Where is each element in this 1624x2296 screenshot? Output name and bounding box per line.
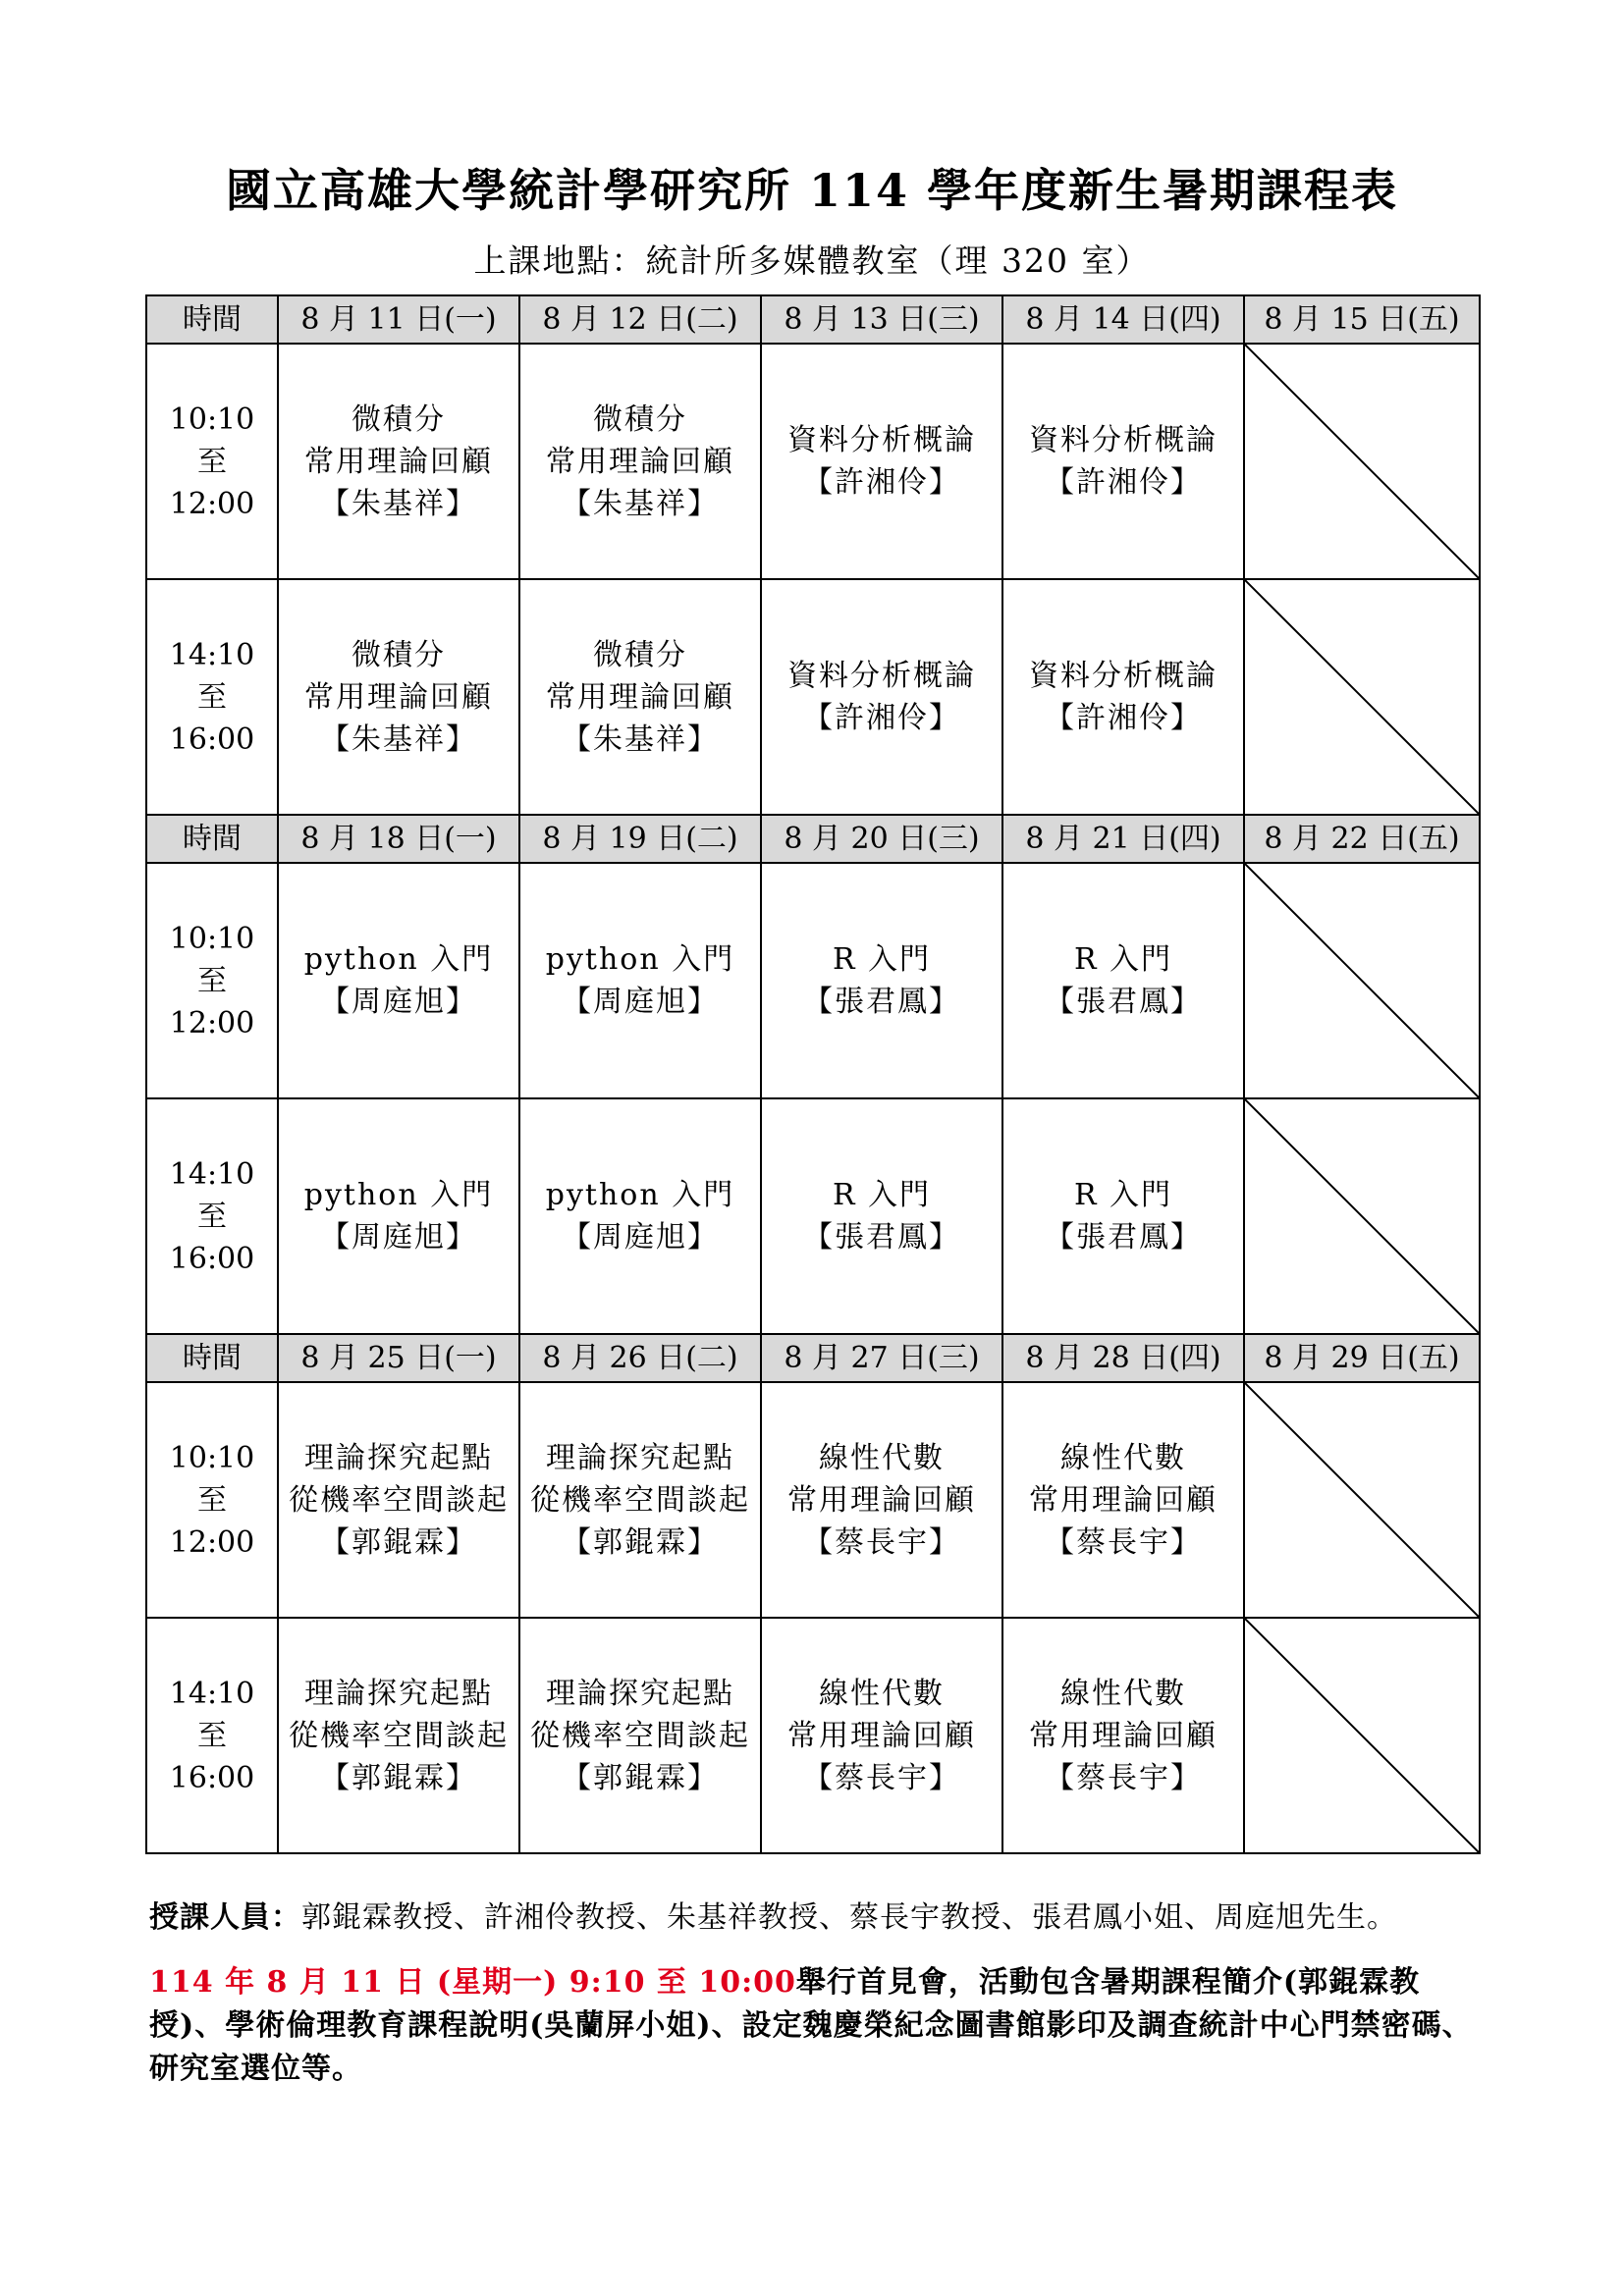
time-slot-cell — [146, 1618, 278, 1853]
course-title: 微積分 — [593, 637, 687, 672]
course-cell — [278, 344, 519, 579]
time-slot-row — [146, 1382, 1480, 1618]
course-title: 常用理論回顧 — [787, 1718, 976, 1753]
staff-text: 郭錕霖教授、許湘伶教授、朱基祥教授、蔡長宇教授、張君鳳小姐、周庭旭先生。 — [301, 1900, 1397, 1935]
date-column-header: 8 月 12 日(二) — [519, 295, 761, 344]
time-text: 16:00 — [169, 1760, 255, 1795]
course-cell — [1002, 1382, 1244, 1618]
course-cell — [1002, 1098, 1244, 1334]
time-text: 至 — [197, 1199, 227, 1234]
course-cell — [278, 863, 519, 1098]
time-text: 至 — [197, 444, 227, 479]
course-cell — [761, 1098, 1002, 1334]
no-class-cell — [1244, 863, 1480, 1098]
time-slot-row — [146, 579, 1480, 815]
date-column-header: 8 月 29 日(五) — [1244, 1334, 1480, 1382]
course-title: R 入門 — [832, 1178, 932, 1212]
date-column-header: 8 月 27 日(三) — [761, 1334, 1002, 1382]
date-column-header: 8 月 19 日(二) — [519, 815, 761, 863]
instructor-name: 【張君鳳】 — [803, 1220, 960, 1255]
course-cell — [278, 579, 519, 815]
course-cell — [519, 579, 761, 815]
time-slot-cell — [146, 1098, 278, 1334]
course-title: python 入門 — [303, 1178, 494, 1212]
time-text: 12:00 — [169, 486, 255, 521]
instructor-name: 【蔡長宇】 — [1045, 1760, 1202, 1795]
course-title: 線性代數 — [819, 1440, 945, 1475]
time-slot-cell — [146, 863, 278, 1098]
announcement-text: 舉行首見會，活動包含暑期課程簡介(郭錕霖教授)、學術倫理教育課程說明(吳蘭屏小姐)、設定魏慶榮紀念圖書館影印及調查統計中心門禁密碼、研究室選位等。 — [149, 1965, 1473, 2086]
instructor-name: 【張君鳳】 — [1045, 1220, 1202, 1255]
staff-label: 授課人員： — [149, 1900, 301, 1935]
course-title: 微積分 — [593, 401, 687, 437]
time-text: 14:10 — [169, 1156, 255, 1192]
page-subtitle: 上課地點：統計所多媒體教室（理 320 室） — [473, 241, 1151, 280]
course-cell — [278, 1382, 519, 1618]
date-column-header: 8 月 21 日(四) — [1002, 815, 1244, 863]
date-column-header: 8 月 22 日(五) — [1244, 815, 1480, 863]
time-slot-cell — [146, 1382, 278, 1618]
course-title: python 入門 — [545, 942, 735, 977]
instructor-name: 【許湘伶】 — [803, 465, 960, 500]
instructor-name: 【郭錕霖】 — [562, 1760, 719, 1795]
time-slot-row — [146, 863, 1480, 1098]
course-title: 常用理論回顧 — [304, 679, 493, 715]
diagonal-line — [1245, 580, 1479, 814]
course-cell — [761, 579, 1002, 815]
course-title: R 入門 — [1073, 942, 1173, 977]
week-header-row — [146, 815, 1480, 863]
page-title: 國立高雄大學統計學研究所 114 學年度新生暑期課程表 — [225, 164, 1399, 217]
instructor-name: 【朱基祥】 — [562, 486, 719, 521]
announcement — [149, 1961, 1494, 2091]
diagonal-line — [1245, 1619, 1479, 1852]
diagonal-line — [1245, 345, 1479, 578]
instructor-name: 【許湘伶】 — [1045, 701, 1202, 735]
course-title: 從機率空間談起 — [530, 1718, 750, 1753]
course-title: R 入門 — [832, 942, 932, 977]
course-title: 從機率空間談起 — [530, 1482, 750, 1518]
instructor-name: 【朱基祥】 — [320, 721, 477, 757]
instructor-name: 【周庭旭】 — [320, 1220, 477, 1255]
instructor-name: 【郭錕霖】 — [562, 1524, 719, 1560]
schedule-table — [145, 294, 1481, 1854]
diagonal-line — [1245, 864, 1479, 1097]
time-column-header: 時間 — [146, 295, 278, 344]
course-title: 線性代數 — [819, 1676, 945, 1711]
course-title: 從機率空間談起 — [289, 1718, 509, 1753]
instructor-name: 【周庭旭】 — [320, 985, 477, 1019]
date-column-header: 8 月 11 日(一) — [278, 295, 519, 344]
course-cell — [761, 1618, 1002, 1853]
instructor-name: 【周庭旭】 — [562, 1220, 719, 1255]
time-slot-cell — [146, 344, 278, 579]
course-title: R 入門 — [1073, 1178, 1173, 1212]
date-column-header: 8 月 18 日(一) — [278, 815, 519, 863]
course-title: 常用理論回顧 — [787, 1482, 976, 1518]
instructor-name: 【朱基祥】 — [562, 721, 719, 757]
course-title: 資料分析概論 — [1029, 659, 1218, 693]
time-text: 至 — [197, 1718, 227, 1753]
course-cell — [519, 1382, 761, 1618]
course-cell — [1002, 579, 1244, 815]
course-title: 線性代數 — [1060, 1440, 1186, 1475]
date-column-header: 8 月 14 日(四) — [1002, 295, 1244, 344]
notes-section — [149, 1896, 1494, 2091]
course-cell — [519, 1098, 761, 1334]
course-title: python 入門 — [545, 1178, 735, 1212]
course-title: 理論探究起點 — [546, 1676, 734, 1711]
course-cell — [519, 1618, 761, 1853]
instructor-name: 【郭錕霖】 — [320, 1760, 477, 1795]
time-slot-row — [146, 1098, 1480, 1334]
course-title: 常用理論回顧 — [546, 444, 734, 479]
time-text: 至 — [197, 963, 227, 998]
time-slot-cell — [146, 579, 278, 815]
diagonal-line — [1245, 1099, 1479, 1333]
no-class-cell — [1244, 579, 1480, 815]
date-column-header: 8 月 13 日(三) — [761, 295, 1002, 344]
time-slot-row — [146, 344, 1480, 579]
course-title: 常用理論回顧 — [546, 679, 734, 715]
no-class-cell — [1244, 1098, 1480, 1334]
course-title: 資料分析概論 — [1029, 423, 1218, 457]
date-column-header: 8 月 20 日(三) — [761, 815, 1002, 863]
time-column-header: 時間 — [146, 815, 278, 863]
instructor-name: 【張君鳳】 — [803, 985, 960, 1019]
no-class-cell — [1244, 1618, 1480, 1853]
time-text: 10:10 — [169, 921, 255, 956]
no-class-cell — [1244, 1382, 1480, 1618]
course-cell — [761, 344, 1002, 579]
course-cell — [761, 863, 1002, 1098]
course-title: 理論探究起點 — [304, 1440, 493, 1475]
course-title: 理論探究起點 — [304, 1676, 493, 1711]
diagonal-line — [1245, 1383, 1479, 1617]
date-column-header: 8 月 15 日(五) — [1244, 295, 1480, 344]
course-title: python 入門 — [303, 942, 494, 977]
week-header-row — [146, 295, 1480, 344]
course-title: 資料分析概論 — [787, 659, 976, 693]
instructor-name: 【郭錕霖】 — [320, 1524, 477, 1560]
course-cell — [1002, 1618, 1244, 1853]
time-column-header: 時間 — [146, 1334, 278, 1382]
instructor-name: 【朱基祥】 — [320, 486, 477, 521]
instructor-name: 【許湘伶】 — [803, 701, 960, 735]
date-column-header: 8 月 28 日(四) — [1002, 1334, 1244, 1382]
course-title: 從機率空間談起 — [289, 1482, 509, 1518]
time-text: 至 — [197, 1482, 227, 1518]
instructor-name: 【許湘伶】 — [1045, 465, 1202, 500]
no-class-cell — [1244, 344, 1480, 579]
course-cell — [519, 863, 761, 1098]
time-text: 16:00 — [169, 721, 255, 757]
course-cell — [1002, 863, 1244, 1098]
time-slot-row — [146, 1618, 1480, 1853]
course-cell — [278, 1618, 519, 1853]
week-header-row — [146, 1334, 1480, 1382]
time-text: 至 — [197, 679, 227, 715]
course-title: 理論探究起點 — [546, 1440, 734, 1475]
course-title: 微積分 — [352, 401, 446, 437]
course-cell — [278, 1098, 519, 1334]
date-column-header: 8 月 26 日(二) — [519, 1334, 761, 1382]
time-text: 14:10 — [169, 1676, 255, 1711]
instructor-name: 【周庭旭】 — [562, 985, 719, 1019]
instructor-name: 【蔡長宇】 — [803, 1760, 960, 1795]
time-text: 12:00 — [169, 1005, 255, 1041]
course-title: 線性代數 — [1060, 1676, 1186, 1711]
course-title: 常用理論回顧 — [1029, 1482, 1218, 1518]
instructor-name: 【蔡長宇】 — [1045, 1524, 1202, 1560]
course-title: 資料分析概論 — [787, 423, 976, 457]
course-cell — [761, 1382, 1002, 1618]
time-text: 10:10 — [169, 401, 255, 437]
course-cell — [1002, 344, 1244, 579]
instructor-name: 【蔡長宇】 — [803, 1524, 960, 1560]
time-text: 12:00 — [169, 1524, 255, 1560]
course-cell — [519, 344, 761, 579]
time-text: 16:00 — [169, 1241, 255, 1276]
staff-line — [149, 1896, 1494, 1940]
course-title: 微積分 — [352, 637, 446, 672]
course-title: 常用理論回顧 — [1029, 1718, 1218, 1753]
announcement-datetime: 114 年 8 月 11 日 (星期一) 9:10 至 10:00 — [149, 1965, 796, 2000]
course-title: 常用理論回顧 — [304, 444, 493, 479]
time-text: 14:10 — [169, 637, 255, 672]
date-column-header: 8 月 25 日(一) — [278, 1334, 519, 1382]
time-text: 10:10 — [169, 1440, 255, 1475]
instructor-name: 【張君鳳】 — [1045, 985, 1202, 1019]
